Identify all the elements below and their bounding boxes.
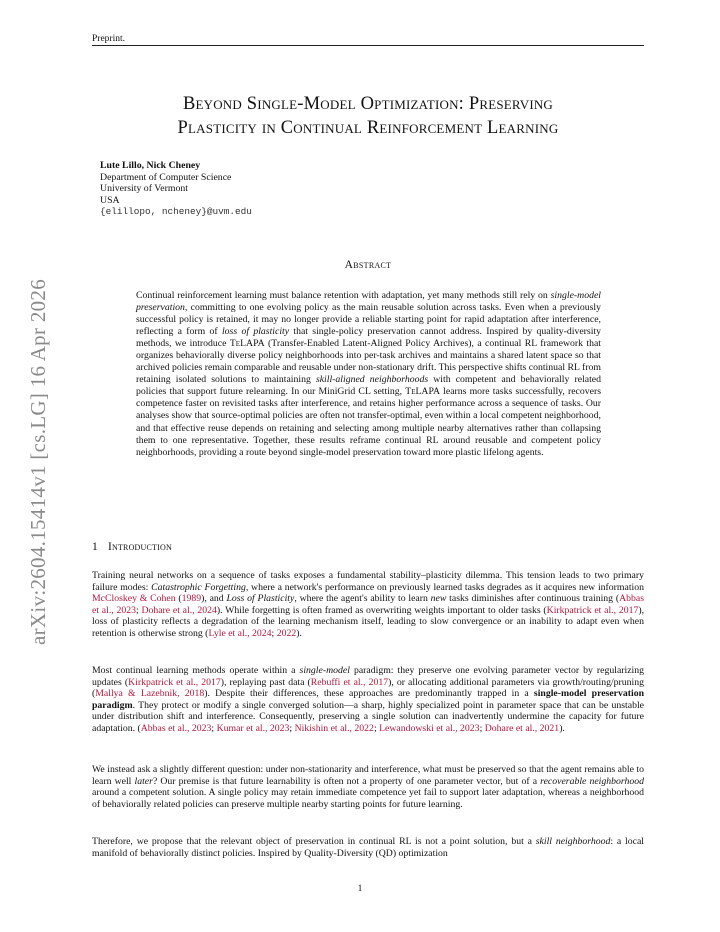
intro-paragraph-2: Most continual learning methods operate within a single-model paradigm: they preserve one evolving parameter vector by regularizing updates (Kirkpatrick et al., 2017), replaying past data (Rebuffi et al., 2017), or allocating additional parameters via growth/routing/pruning (Mallya & Lazebnik, 2018). Despite their differences, these approaches are predominantly trapped in a single-model preservation paradigm. They protect or modify a single converged solution—a sharp, highly specialized point in parameter space that can be unstable under distribution shift and interference. Consequently, preserving a single solution can inadvertently undermine the capacity for future adaptation. (Abbas et al., 2023; Kumar et al., 2023; Nikishin et al., 2022; Lewandowski et al., 2023; Dohare et al., 2021). <box>92 665 645 734</box>
citation-link[interactable]: 1989 <box>181 593 202 605</box>
citation-link[interactable]: Abbas et al., 2023 <box>140 722 212 734</box>
intro-paragraph-1: Training neural networks on a sequence of tasks exposes a fundamental stability–plasticity dilemma. This tension leads to two primary failure modes: Catastrophic Forgetting, where a network's performance on previously learned tasks degrades as it acquires new information McCloskey & Cohen (1989), and Loss of Plasticity, where the agent's ability to learn new tasks diminishes after continuous training (Abbas et al., 2023; Dohare et al., 2024). While forgetting is often framed as overwriting weights important to older tasks (Kirkpatrick et al., 2017), loss of plasticity reflects a degradation of the learning mechanism itself, leading to slow convergence or an inability to adapt even when retention is otherwise strong (Lyle et al., 2024; 2022). <box>92 570 645 639</box>
running-header: Preprint. <box>92 34 125 44</box>
arxiv-identifier-stamp: arXiv:2604.15414v1 [cs.LG] 16 Apr 2026 <box>26 278 50 645</box>
citation-link[interactable]: Mallya & Lazebnik, 2018 <box>95 688 205 700</box>
abstract-text: Continual reinforcement learning must balance retention with adaptation, yet many methods still rely on single-model preservation, committing to one evolving policy as the main reusable solution across tasks. Even when a previously successful policy is retained, it may no longer provide a reliable starting point for rapid adaptation after interference, reflecting a form of loss of plasticity that single-policy preservation cannot address. Inspired by quality-diversity methods, we introduce TeLAPA (Transfer-Enabled Latent-Aligned Policy Archives), a continual RL framework that organizes behaviorally diverse policy neighborhoods into per-task archives and maintains a shared latent space so that archived policies remain comparable and reusable under non-stationary drift. This perspective shifts continual RL from retaining isolated solutions to maintaining skill-aligned neighborhoods with competent and behaviorally related policies that support future relearning. In our MiniGrid CL setting, TeLAPA learns more tasks successfully, recovers competence faster on revisited tasks after interference, and retains higher performance across a sequence of tasks. Our analyses show that source-optimal policies are often not transfer-optimal, even within a local competent neighborhood, and that effective reuse depends on retaining and selecting among multiple nearby alternatives rather than collapsing them to one representative. Together, these results reframe continual RL around reusable and competent policy neighborhoods, providing a route beyond single-model preservation toward more plastic lifelong agents. <box>136 290 602 458</box>
citation-link[interactable]: Rebuffi et al., 2017 <box>310 676 389 688</box>
intro-paragraph-4: Therefore, we propose that the relevant object of preservation in continual RL is not a point solution, but a skill neighborhood: a local manifold of behaviorally distinct policies. Inspired by Quality-Diversity (QD) optimization <box>92 836 645 859</box>
author-department: Department of Computer Science <box>100 171 232 183</box>
citation-link[interactable]: Lewandowski et al., 2023 <box>379 722 480 734</box>
citation-link[interactable]: Dohare et al., 2021 <box>484 722 560 734</box>
header-rule <box>92 45 644 46</box>
citation-link[interactable]: Dohare et al., 2024 <box>141 604 217 616</box>
author-email[interactable]: {elillopo, ncheney}@uvm.edu <box>100 206 252 218</box>
citation-link[interactable]: Abbas et al., 2023 <box>92 593 645 616</box>
author-country: USA <box>100 194 120 206</box>
citation-link[interactable]: Lyle et al., 2024 <box>208 627 272 639</box>
citation-link[interactable]: McCloskey & Cohen <box>92 593 176 605</box>
citation-link[interactable]: 2022 <box>276 627 297 639</box>
citation-link[interactable]: Kumar et al., 2023 <box>216 722 290 734</box>
citation-link[interactable]: Kirkpatrick et al., 2017 <box>128 676 221 688</box>
page-number: 1 <box>357 884 363 894</box>
paper-title-line-1: Beyond Single-Model Optimization: Preserving <box>182 94 554 114</box>
author-university: University of Vermont <box>100 183 188 195</box>
section-title: Introduction <box>107 541 172 553</box>
author-block <box>100 160 252 218</box>
intro-paragraph-3: We instead ask a slightly different question: under non-stationarity and interference, what must be preserved so that the agent remains able to learn well later? Our premise is that future learnability is often not a property of one parameter vector, but of a recoverable neighborhood around a competent solution. A single policy may retain immediate competence yet fail to support later adaptation, whereas a neighborhood of behaviorally related policies can preserve multiple nearby starting points for future learning. <box>92 764 645 810</box>
paper-title-line-2: Plasticity in Continual Reinforcement Learning <box>177 118 559 138</box>
citation-link[interactable]: Nikishin et al., 2022 <box>294 722 374 734</box>
author-names: Lute Lillo, Nick Cheney <box>100 160 201 171</box>
citation-link[interactable]: Kirkpatrick et al., 2017 <box>546 604 639 616</box>
section-heading-introduction <box>92 541 172 553</box>
abstract-heading: Abstract <box>344 259 392 271</box>
section-number: 1 <box>92 541 98 553</box>
